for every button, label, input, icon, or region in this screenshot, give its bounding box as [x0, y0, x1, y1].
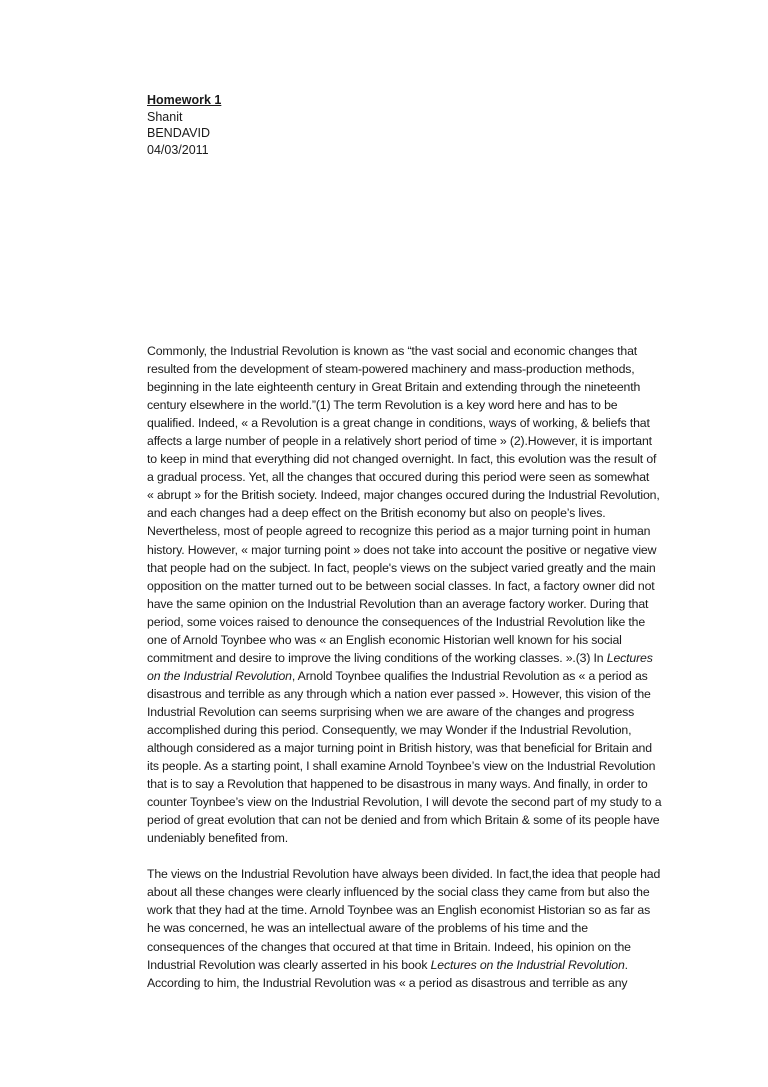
text-line: century elsewhere in the world.”(1) The term Revolution is a key word here and has to be: [147, 398, 618, 413]
text-line: that is to say a Revolution that happened to be disastrous in many ways. And finally, in order to: [147, 777, 648, 792]
text-line: opposition on the matter turned out to be between social classes. In fact, a factory owner did not: [147, 578, 655, 593]
text-line: Industrial Revolution can seems surprising when we are aware of the changes and progress: [147, 704, 635, 719]
text-line: counter Toynbee’s view on the Industrial Revolution, I will devote the second part of my study to a: [147, 795, 662, 810]
text-line: [147, 956, 699, 974]
paragraph-views: [147, 865, 699, 991]
paragraph-introduction: [147, 342, 699, 847]
text-line: disastrous and terrible as any through which a nation ever passed ». However, this vision of the: [147, 686, 651, 701]
text-line: « abrupt » for the British society. Indeed, major changes occured during the Industrial Revolution,: [147, 488, 660, 503]
text-segment: commitment and desire to improve the living conditions of the working classes. ».(3) In: [147, 650, 607, 665]
text-line: that people had on the subject. In fact, people's views on the subject varied greatly and the main: [147, 560, 656, 575]
book-title-italic: on the Industrial Revolution: [147, 668, 292, 683]
text-line: affects a large number of people in a relatively short period of time » (2).However, it is important: [147, 434, 652, 449]
text-line: beginning in the late eighteenth century in Great Britain and extending through the nineteenth: [147, 380, 641, 395]
text-line: and each changes had a deep effect on the British economy but also on people’s lives.: [147, 506, 606, 521]
text-line: qualified. Indeed, « a Revolution is a great change in conditions, ways of working, & beliefs that: [147, 416, 650, 431]
text-line: [147, 649, 699, 667]
book-title-italic: Lectures: [606, 650, 653, 665]
text-line: history. However, « major turning point » does not take into account the positive or negative view: [147, 542, 657, 557]
text-line: According to him, the Industrial Revolution was « a period as disastrous and terrible as any: [147, 975, 628, 990]
text-line: period of great evolution that can not be denied and from which Britain & some of its people have: [147, 813, 660, 828]
text-line: although considered as a major turning point in British history, was that beneficial for Britain and: [147, 741, 652, 756]
text-line: work that they had at the time. Arnold Toynbee was an English economist Historian so as far as: [147, 903, 651, 918]
text-segment: Industrial Revolution was clearly asserted in his book: [147, 957, 431, 972]
text-line: have the same opinion on the Industrial Revolution than an average factory worker. During that: [147, 596, 649, 611]
text-line: The views on the Industrial Revolution have always been divided. In fact,the idea that people had: [147, 867, 661, 882]
text-segment: , Arnold Toynbee qualifies the Industrial Revolution as « a period as: [291, 668, 648, 683]
text-line: accomplished during this period. Consequently, we may Wonder if the Industrial Revolution,: [147, 722, 632, 737]
author-last-name: BENDAVID: [147, 126, 210, 140]
text-line: to keep in mind that everything did not changed overnight. In fact, this evolution was the result of: [147, 452, 657, 467]
text-line: undeniably benefited from.: [147, 831, 289, 846]
text-line: about all these changes were clearly influenced by the social class they came from but also the: [147, 885, 650, 900]
text-line: period, some voices raised to denounce the consequences of the Industrial Revolution like the: [147, 614, 646, 629]
text-line: [147, 667, 699, 685]
text-line: a gradual process. Yet, all the changes that occured during this period were seen as somewhat: [147, 470, 650, 485]
text-line: its people. As a starting point, I shall examine Arnold Toynbee’s view on the Industrial Revolution: [147, 759, 656, 774]
book-title-italic: Lectures on the Industrial Revolution: [430, 957, 625, 972]
homework-title: Homework 1: [147, 93, 222, 107]
document-date: 04/03/2011: [147, 142, 209, 157]
text-line: he was concerned, he was an intellectual aware of the problems of his time and the: [147, 921, 588, 936]
text-line: one of Arnold Toynbee who was « an English economic Historian well known for his social: [147, 632, 622, 647]
document-body: [147, 342, 699, 992]
text-line: Commonly, the Industrial Revolution is known as “the vast social and economic changes that: [147, 344, 638, 358]
text-line: consequences of the changes that occured at that time in Britain. Indeed, his opinion on the: [147, 939, 631, 954]
document-header: [147, 92, 221, 158]
text-line: Nevertheless, most of people agreed to recognize this period as a major turning point in human: [147, 524, 651, 539]
text-segment: .: [624, 957, 628, 972]
text-line: resulted from the development of steam-powered machinery and mass-production methods,: [147, 362, 635, 377]
author-first-name: Shanit: [147, 109, 183, 124]
